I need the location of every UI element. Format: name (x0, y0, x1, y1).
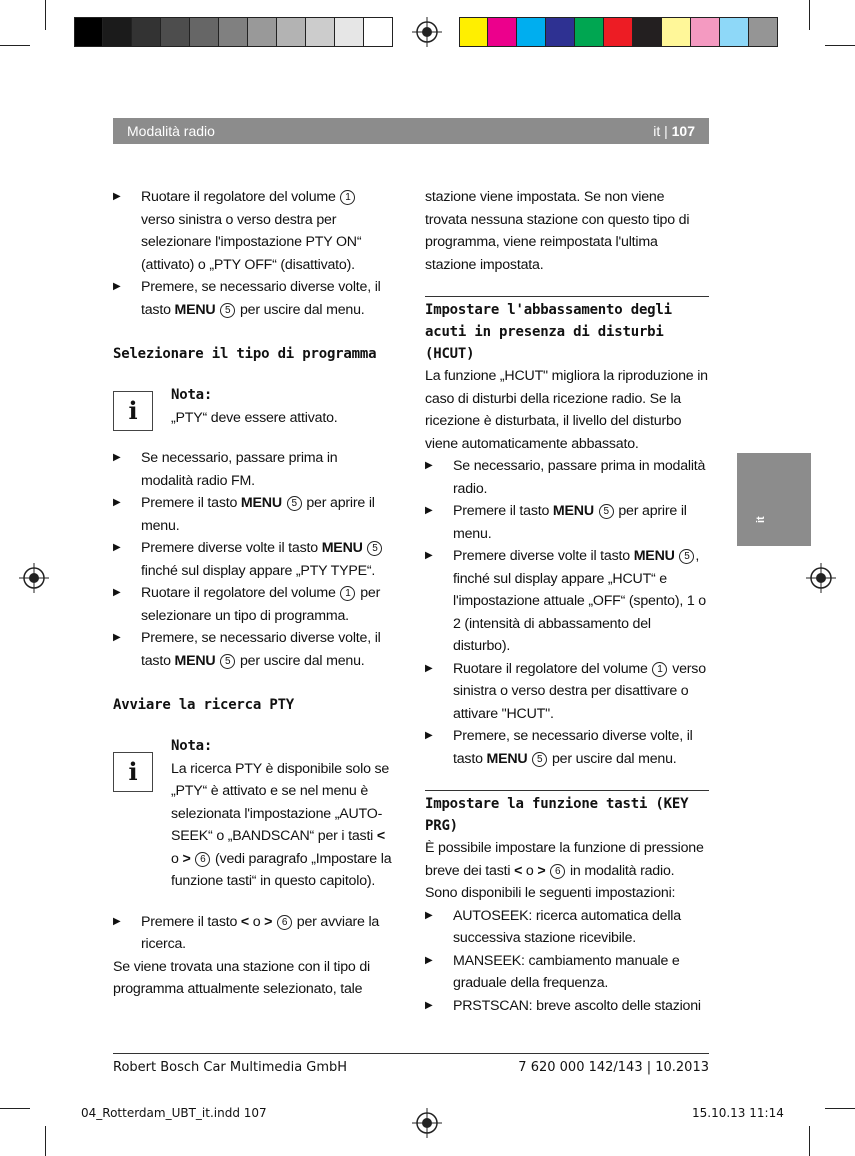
list-item (425, 500, 709, 545)
crop-mark (825, 45, 855, 46)
note-title: Nota: (171, 387, 213, 403)
grayscale-color-bar (74, 17, 393, 47)
text-run: Se necessario, passare prima in modalità radio. (453, 458, 706, 497)
list-item (425, 950, 709, 995)
text-run: per uscire dal menu. (236, 301, 365, 318)
bullet-arrow-icon: ▶ (113, 452, 121, 463)
key-label: > (182, 850, 191, 867)
color-swatch (720, 17, 749, 47)
color-swatch (190, 17, 219, 47)
text-run (675, 548, 679, 564)
bullet-arrow-icon: ▶ (425, 460, 433, 471)
text-run: (vedi paragrafo „Impostare la funzione tasti“ in questo capitolo). (171, 850, 392, 889)
list-item (113, 537, 393, 582)
bullet-arrow-icon: ▶ (113, 632, 121, 643)
color-swatch (132, 17, 161, 47)
key-label: MENU (240, 495, 282, 511)
footer-doc-number: 7 620 000 142/143 | 10.2013 (518, 1060, 709, 1075)
text-run: È possibile impostare la funzione di pressione breve dei tasti (425, 840, 704, 879)
control-number-badge: 6 (195, 852, 210, 867)
text-run (215, 302, 219, 318)
text-run (191, 851, 195, 867)
control-number-badge: 5 (367, 541, 382, 556)
bullet-arrow-icon: ▶ (113, 915, 121, 927)
step-list (425, 455, 709, 770)
step-list (113, 186, 393, 321)
list-item (113, 911, 393, 956)
text-run: Premere, se necessario diverse volte, il tasto (141, 630, 381, 669)
text-run: La ricerca PTY è disponibile solo se „PTY“ è attivato e se nel menu è selezionata l'impostazione „AUTO-SEEK“ o „BANDSCAN“ per i tasti (171, 760, 390, 844)
slug-filename: 04_Rotterdam_UBT_it.indd 107 (81, 1106, 267, 1120)
page-number: it | 107 (653, 123, 695, 139)
registration-mark-icon (19, 563, 49, 593)
section-heading: Avviare la ricerca PTY (113, 697, 295, 713)
bullet-arrow-icon: ▶ (425, 730, 433, 741)
control-number-badge: 1 (340, 586, 355, 601)
note-text: „PTY“ deve essere attivato. (171, 409, 338, 426)
text-run: per selezionare un tipo di programma. (141, 585, 381, 624)
text-run: per uscire dal menu. (548, 750, 677, 767)
registration-mark-icon (412, 1108, 442, 1138)
crop-mark (825, 1108, 855, 1109)
text-run: per uscire dal menu. (236, 652, 365, 669)
crop-mark (809, 0, 810, 30)
text-run: Ruotare il regolatore del volume (141, 585, 340, 601)
text-run: Premere il tasto (141, 495, 241, 511)
bullet-arrow-icon: ▶ (425, 954, 433, 966)
key-label: MENU (174, 301, 216, 318)
list-item (113, 186, 393, 276)
list-item (113, 627, 393, 672)
step-list (113, 911, 393, 956)
text-run: Premere il tasto (453, 503, 553, 519)
list-item (425, 545, 709, 658)
text-run: , finché sul display appare „HCUT“ e l'impostazione attuale „OFF“ (spento), 1 o 2 (intensità di abbassamento del disturbo). (453, 548, 706, 654)
registration-mark-icon (806, 563, 836, 593)
key-label: > (537, 862, 546, 879)
info-icon: i (113, 391, 153, 431)
control-number-badge: 5 (220, 654, 235, 669)
color-swatch (749, 17, 778, 47)
color-swatch (74, 17, 103, 47)
color-swatch (575, 17, 604, 47)
list-item (425, 725, 709, 770)
key-label: MENU (552, 503, 594, 519)
control-number-badge: 5 (220, 303, 235, 318)
text-run: Premere diverse volte il tasto (141, 540, 322, 556)
text-run: Premere il tasto (141, 913, 241, 930)
text-run: o (248, 913, 265, 930)
note-box (113, 735, 393, 893)
crop-mark (0, 45, 30, 46)
text-run: AUTOSEEK: ricerca automatica della successiva stazione ricevibile. (453, 907, 681, 946)
text-run: Premere, se necessario diverse volte, il tasto (141, 279, 381, 318)
slug-date: 15.10.13 11:14 (692, 1106, 784, 1120)
note-box (113, 384, 393, 429)
control-number-badge: 6 (550, 864, 565, 879)
key-label: MENU (486, 750, 528, 767)
text-run: o (522, 862, 538, 879)
bullet-arrow-icon: ▶ (113, 542, 121, 553)
color-swatch (103, 17, 132, 47)
text-run (594, 503, 598, 519)
bullet-arrow-icon: ▶ (113, 191, 121, 202)
step-list (113, 447, 393, 672)
text-run (527, 751, 531, 767)
control-number-badge: 5 (679, 549, 694, 564)
color-swatch (248, 17, 277, 47)
color-swatch (219, 17, 248, 47)
crop-mark (809, 1126, 810, 1156)
key-label: < (240, 913, 249, 930)
color-swatch (306, 17, 335, 47)
bullet-arrow-icon: ▶ (425, 999, 433, 1011)
list-item (425, 995, 709, 1018)
color-swatch (364, 17, 393, 47)
color-swatch (335, 17, 364, 47)
text-run (272, 914, 276, 930)
color-swatch (459, 17, 488, 47)
key-label: > (264, 913, 273, 930)
color-swatch (161, 17, 190, 47)
text-run: verso sinistra o verso destra per disattivare o attivare "HCUT". (453, 660, 706, 722)
text-run (545, 863, 549, 879)
text-run: Premere, se necessario diverse volte, il tasto (453, 728, 693, 767)
bullet-arrow-icon: ▶ (425, 909, 433, 921)
bullet-arrow-icon: ▶ (425, 550, 433, 561)
key-label: MENU (174, 652, 216, 669)
text-run: Premere diverse volte il tasto (453, 548, 634, 564)
color-swatch (517, 17, 546, 47)
left-column (113, 186, 393, 1001)
text-run: Ruotare il regolatore del volume (453, 660, 652, 677)
section-heading: Impostare l'abbassamento degli acuti in presenza di disturbi (HCUT) (425, 302, 672, 362)
crop-mark (45, 0, 46, 30)
bullet-arrow-icon: ▶ (425, 662, 433, 674)
right-column (425, 186, 709, 1017)
text-run: finché sul display appare „PTY TYPE“. (141, 562, 376, 579)
paragraph: La funzione „HCUT" migliora la riproduzione in caso di disturbi della ricezione radio. Se la ricezione è disturbata, il livello del disturbo viene automaticamente abbassato. (425, 368, 708, 452)
list-item (113, 582, 393, 627)
text-run: Se necessario, passare prima in modalità radio FM. (141, 450, 338, 489)
footer-publisher: Robert Bosch Car Multimedia GmbH (113, 1060, 348, 1075)
paragraph: Se viene trovata una stazione con il tipo di programma attualmente selezionato, tale (113, 958, 370, 997)
text-run: in modalità radio. Sono disponibili le seguenti impostazioni: (425, 862, 676, 901)
color-swatch (546, 17, 575, 47)
color-swatch (691, 17, 720, 47)
note-title: Nota: (171, 738, 213, 754)
bullet-arrow-icon: ▶ (113, 281, 121, 292)
crop-mark (0, 1108, 30, 1109)
crop-mark (45, 1126, 46, 1156)
note-text (171, 758, 393, 893)
page-header (113, 118, 709, 144)
list-item (425, 658, 709, 726)
bullet-arrow-icon: ▶ (113, 587, 121, 598)
section-title: Modalità radio (127, 123, 215, 139)
text-run: MANSEEK: cambiamento manuale e graduale della frequenza. (453, 952, 680, 991)
text-run (363, 540, 367, 556)
registration-mark-icon (412, 17, 442, 47)
control-number-badge: 1 (340, 190, 355, 205)
text-run: o (171, 850, 183, 867)
text-run: Ruotare il regolatore del volume (141, 189, 340, 205)
bullet-arrow-icon: ▶ (425, 505, 433, 516)
control-number-badge: 5 (287, 496, 302, 511)
list-item (425, 905, 709, 950)
color-swatch (277, 17, 306, 47)
control-number-badge: 5 (532, 752, 547, 767)
paragraph (425, 837, 709, 905)
key-label: MENU (321, 540, 363, 556)
info-icon: i (113, 752, 153, 792)
key-label: < (514, 862, 523, 879)
list-item (113, 276, 393, 321)
language-tab: it (737, 453, 811, 546)
text-run: verso sinistra o verso destra per selezionare l'impostazione PTY ON“ (attivato) o „PTY OFF“ (disattivato). (141, 211, 362, 273)
page-footer (113, 1053, 709, 1075)
control-number-badge: 1 (652, 662, 667, 677)
list-item (113, 447, 393, 492)
color-swatch (633, 17, 662, 47)
color-swatch (488, 17, 517, 47)
control-number-badge: 6 (277, 915, 292, 930)
text-run (215, 653, 219, 669)
key-label: MENU (633, 548, 675, 564)
step-list (425, 905, 709, 1018)
color-swatch (662, 17, 691, 47)
list-item (113, 492, 393, 537)
control-number-badge: 5 (599, 504, 614, 519)
color-swatch (604, 17, 633, 47)
text-run: per aprire il menu. (141, 495, 375, 534)
paragraph: stazione viene impostata. Se non viene trovata nessuna stazione con questo tipo di programma, viene reimpostata l'ultima stazione impostata. (425, 189, 690, 273)
text-run: PRSTSCAN: breve ascolto delle stazioni (453, 997, 701, 1014)
text-run (282, 495, 286, 511)
text-run: per avviare la ricerca. (141, 913, 380, 952)
key-label: < (376, 828, 385, 844)
text-run: per aprire il menu. (453, 503, 687, 542)
bullet-arrow-icon: ▶ (113, 497, 121, 508)
list-item (425, 455, 709, 500)
section-heading: Impostare la funzione tasti (KEY PRG) (425, 796, 689, 834)
section-heading: Selezionare il tipo di programma (113, 346, 377, 362)
process-color-bar (459, 17, 778, 47)
